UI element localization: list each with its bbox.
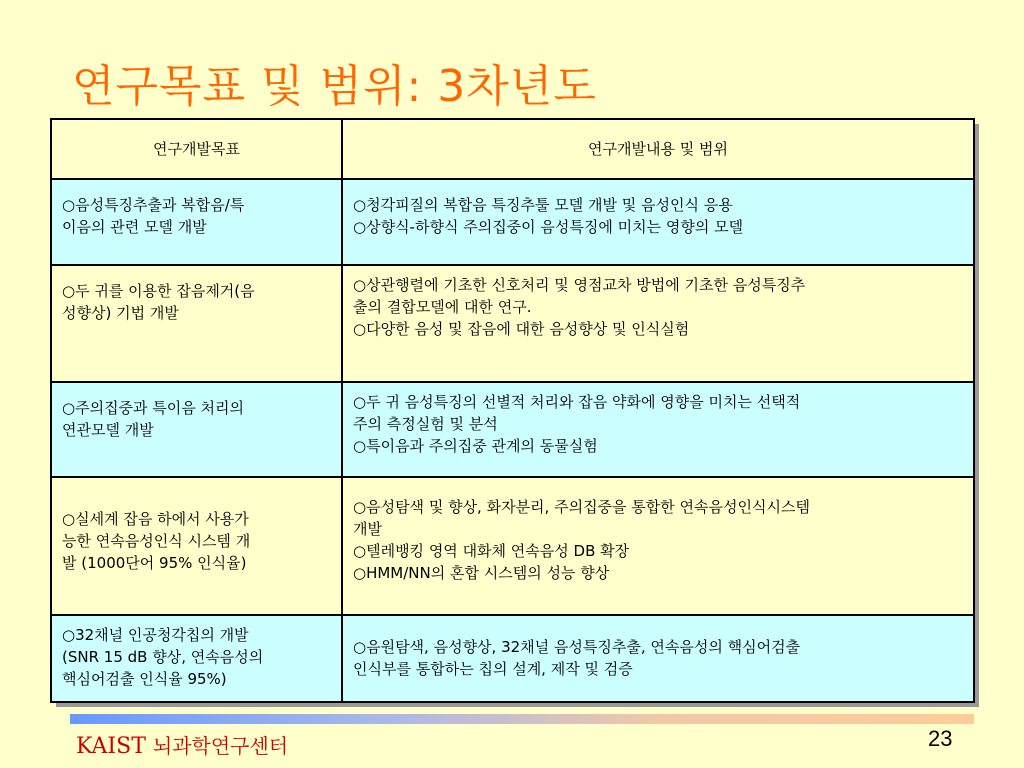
table-row xyxy=(51,265,974,382)
table-header-row xyxy=(51,119,974,179)
goal-line: ○음성특징추출과 복합음/특 xyxy=(62,196,245,214)
content-cell xyxy=(342,265,974,382)
content-cell xyxy=(342,477,974,615)
goal-cell xyxy=(51,382,342,477)
table-row xyxy=(51,179,974,265)
goal-line: 연관모델 개발 xyxy=(62,421,154,439)
content-line: 주의 측정실험 및 분석 xyxy=(353,415,498,433)
goal-cell xyxy=(51,477,342,615)
content-cell xyxy=(342,382,974,477)
content-line: ○음성탐색 및 향상, 화자분리, 주의집중을 통합한 연속음성인식시스템 xyxy=(353,498,810,516)
goals-table-container xyxy=(50,118,973,701)
footer-gradient-bar xyxy=(70,714,974,724)
goal-cell xyxy=(51,179,342,265)
content-cell xyxy=(342,179,974,265)
header-goal: 연구개발목표 xyxy=(51,119,342,179)
goal-cell xyxy=(51,615,342,702)
goal-line: (SNR 15 dB 향상, 연속음성의 xyxy=(62,648,264,666)
footer-center-name: 뇌과학연구센터 xyxy=(152,734,289,758)
content-line: ○다양한 음성 및 잡음에 대한 음성향상 및 인식실험 xyxy=(353,320,690,338)
content-line: ○텔레뱅킹 영역 대화체 연속음성 DB 확장 xyxy=(353,542,630,560)
goal-line: 이음의 관련 모델 개발 xyxy=(62,218,207,236)
goal-line: 성향상) 기법 개발 xyxy=(62,304,179,322)
goals-table xyxy=(50,118,975,703)
goal-line: ○32채널 인공청각칩의 개발 xyxy=(62,626,249,644)
goal-line: ○실세계 잡음 하에서 사용가 xyxy=(62,510,249,528)
goal-line: 능한 연속음성인식 시스템 개 xyxy=(62,532,251,550)
content-line: ○음원탐색, 음성향상, 32채널 음성특징추출, 연속음성의 핵심어검출 xyxy=(353,638,801,656)
content-line: ○상향식-하향식 주의집중이 음성특징에 미치는 영향의 모델 xyxy=(353,218,744,236)
footer-organization xyxy=(76,730,288,759)
content-line: 출의 결합모델에 대한 연구. xyxy=(353,298,532,316)
content-line: ○상관행렬에 기초한 신호처리 및 영점교차 방법에 기초한 음성특징추 xyxy=(353,276,806,294)
content-line: 인식부를 통합하는 칩의 설계, 제작 및 검증 xyxy=(353,660,633,678)
goal-line: 발 (1000단어 95% 인식율) xyxy=(62,554,247,572)
header-content: 연구개발내용 및 범위 xyxy=(342,119,974,179)
slide-title: 연구목표 및 범위: 3차년도 xyxy=(72,61,597,112)
table-row xyxy=(51,615,974,702)
page-number: 23 xyxy=(928,726,953,751)
content-line: ○HMM/NN의 혼합 시스템의 성능 향상 xyxy=(353,564,610,582)
table-row xyxy=(51,477,974,615)
table-row xyxy=(51,382,974,477)
goal-cell xyxy=(51,265,342,382)
goal-line: ○두 귀를 이용한 잡음제거(음 xyxy=(62,282,255,300)
content-line: ○청각피질의 복합음 특징추툴 모델 개발 및 음성인식 응용 xyxy=(353,196,733,214)
goal-line: 핵심어검출 인식율 95%) xyxy=(62,670,227,688)
content-line: 개발 xyxy=(353,520,382,538)
content-line: ○두 귀 음성특징의 선별적 처리와 잡음 약화에 영향을 미치는 선택적 xyxy=(353,393,801,411)
content-cell xyxy=(342,615,974,702)
footer-org-name: KAIST xyxy=(76,734,146,759)
goal-line: ○주의집중과 특이음 처리의 xyxy=(62,399,245,417)
content-line: ○특이음과 주의집중 관계의 동물실험 xyxy=(353,437,598,455)
